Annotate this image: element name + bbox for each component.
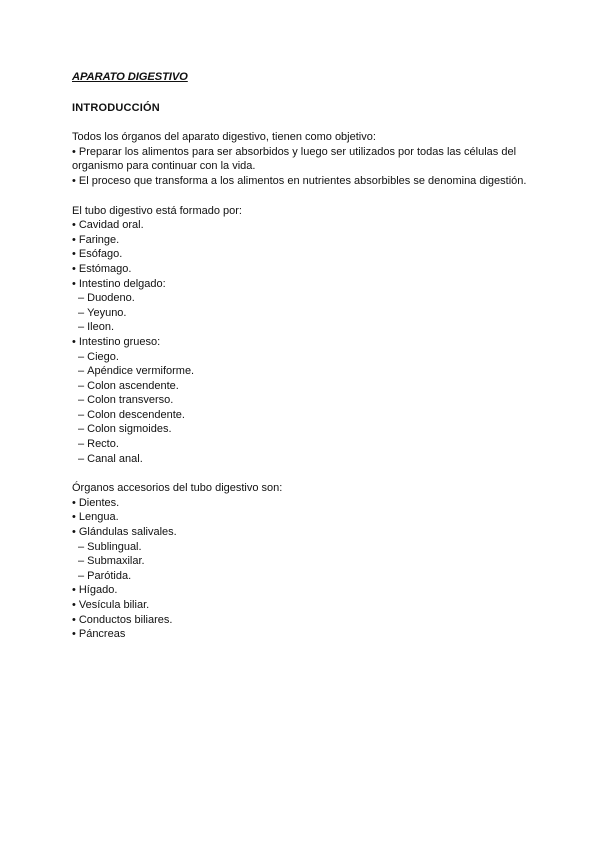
list-item: • Glándulas salivales. (72, 525, 542, 540)
intro-lead: Todos los órganos del aparato digestivo, tienen como objetivo: (72, 131, 376, 144)
list-item: • Esófago. (72, 247, 542, 262)
intro-point: • Preparar los alimentos para ser absorbidos y luego ser utilizados por todas las células del organismo para continuar con la vida. (72, 145, 542, 174)
sub-list-item: – Yeyuno. (72, 306, 542, 321)
list-item: • Conductos biliares. (72, 613, 542, 628)
document-page (72, 70, 542, 642)
list-item: • Estómago. (72, 262, 542, 277)
sub-list-item: – Ileon. (72, 320, 542, 335)
list-item: • Cavidad oral. (72, 218, 542, 233)
sub-list-item: – Sublingual. (72, 540, 542, 555)
list-item: • Páncreas (72, 627, 542, 642)
accessory-list (72, 496, 542, 642)
sub-list-item: – Parótida. (72, 569, 542, 584)
section-heading: INTRODUCCIÓN (72, 101, 160, 114)
sub-list-item: – Submaxilar. (72, 554, 542, 569)
accessory-lead: Órganos accesorios del tubo digestivo son: (72, 482, 283, 495)
document-title: APARATO DIGESTIVO (72, 71, 188, 83)
list-item: • Dientes. (72, 496, 542, 511)
sub-list-item: – Colon descendente. (72, 408, 542, 423)
sub-list-item: – Recto. (72, 437, 542, 452)
sub-list-item: – Colon sigmoides. (72, 422, 542, 437)
list-item: • Hígado. (72, 583, 542, 598)
sub-list-item: – Apéndice vermiforme. (72, 364, 542, 379)
intro-section (72, 130, 542, 188)
sub-list-item: – Duodeno. (72, 291, 542, 306)
list-item: • Faringe. (72, 233, 542, 248)
list-item: • Intestino grueso: (72, 335, 542, 350)
sub-list-item: – Colon ascendente. (72, 379, 542, 394)
list-item: • Vesícula biliar. (72, 598, 542, 613)
list-item: • Intestino delgado: (72, 277, 542, 292)
intro-point: • El proceso que transforma a los alimentos en nutrientes absorbibles se denomina digestión. (72, 174, 542, 189)
tube-lead: El tubo digestivo está formado por: (72, 204, 242, 217)
sub-list-item: – Colon transverso. (72, 393, 542, 408)
accessory-section (72, 481, 542, 642)
sub-list-item: – Canal anal. (72, 452, 542, 467)
list-item: • Lengua. (72, 510, 542, 525)
sub-list-item: – Ciego. (72, 350, 542, 365)
tube-section (72, 204, 542, 467)
tube-list (72, 218, 542, 466)
